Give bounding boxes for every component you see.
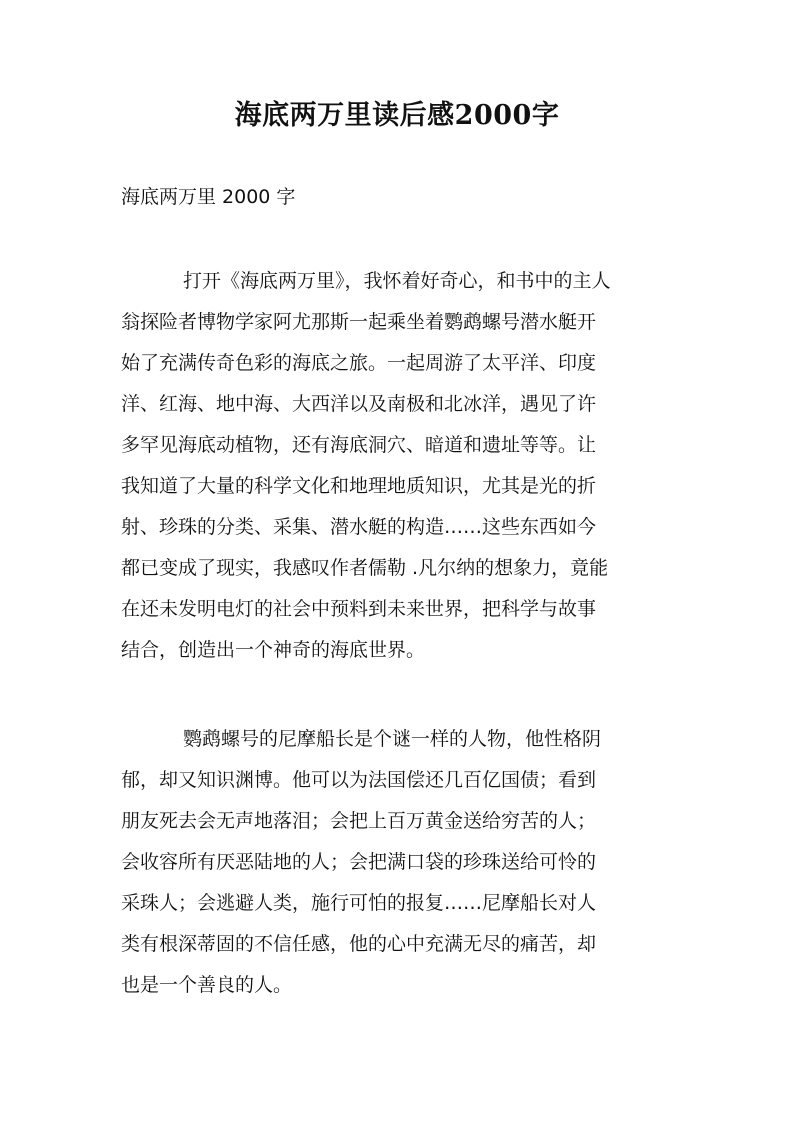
subtitle: 海底两万里 2000 字: [121, 186, 296, 208]
paragraph-line: 也是一个善良的人。: [121, 974, 293, 996]
paragraph-line: 都已变成了现实，我感叹作者儒勒 .凡尔纳的想象力，竟能: [121, 557, 609, 579]
paragraph-line: 郁，却又知识渊博。他可以为法国偿还几百亿国债；看到: [121, 769, 597, 791]
paragraph-line: 鹦鹉螺号的尼摩船长是个谜一样的人物，他性格阴: [183, 728, 602, 750]
paragraph-line: 会收容所有厌恶陆地的人；会把满口袋的珍珠送给可怜的: [121, 851, 597, 873]
paragraph-line: 我知道了大量的科学文化和地理地质知识，尤其是光的折: [121, 475, 597, 497]
paragraph-line: 类有根深蒂固的不信任感，他的心中充满无尽的痛苦，却: [121, 933, 597, 955]
paragraph-line: 打开《海底两万里》，我怀着好奇心，和书中的主人: [183, 270, 611, 292]
paragraph-line: 结合，创造出一个神奇的海底世界。: [121, 639, 426, 661]
paragraph-2: [121, 719, 601, 1006]
page-title: 海底两万里读后感2000字: [234, 100, 560, 131]
paragraph-line: 翁探险者博物学家阿尤那斯一起乘坐着鹦鹉螺号潜水艇开: [121, 311, 597, 333]
paragraph-line: 洋、红海、地中海、大西洋以及南极和北冰洋，遇见了许: [121, 393, 597, 415]
paragraph-line: 在还未发明电灯的社会中预料到未来世界，把科学与故事: [121, 598, 597, 620]
paragraph-1: [121, 261, 611, 671]
paragraph-line: 多罕见海底动植物，还有海底洞穴、暗道和遗址等等。让: [121, 434, 597, 456]
paragraph-line: 始了充满传奇色彩的海底之旅。一起周游了太平洋、印度: [121, 352, 597, 374]
paragraph-line: 采珠人；会逃避人类，施行可怕的报复……尼摩船长对人: [121, 892, 597, 914]
paragraph-line: 朋友死去会无声地落泪；会把上百万黄金送给穷苦的人；: [121, 810, 597, 832]
paragraph-line: 射、珍珠的分类、采集、潜水艇的构造……这些东西如今: [121, 516, 597, 538]
